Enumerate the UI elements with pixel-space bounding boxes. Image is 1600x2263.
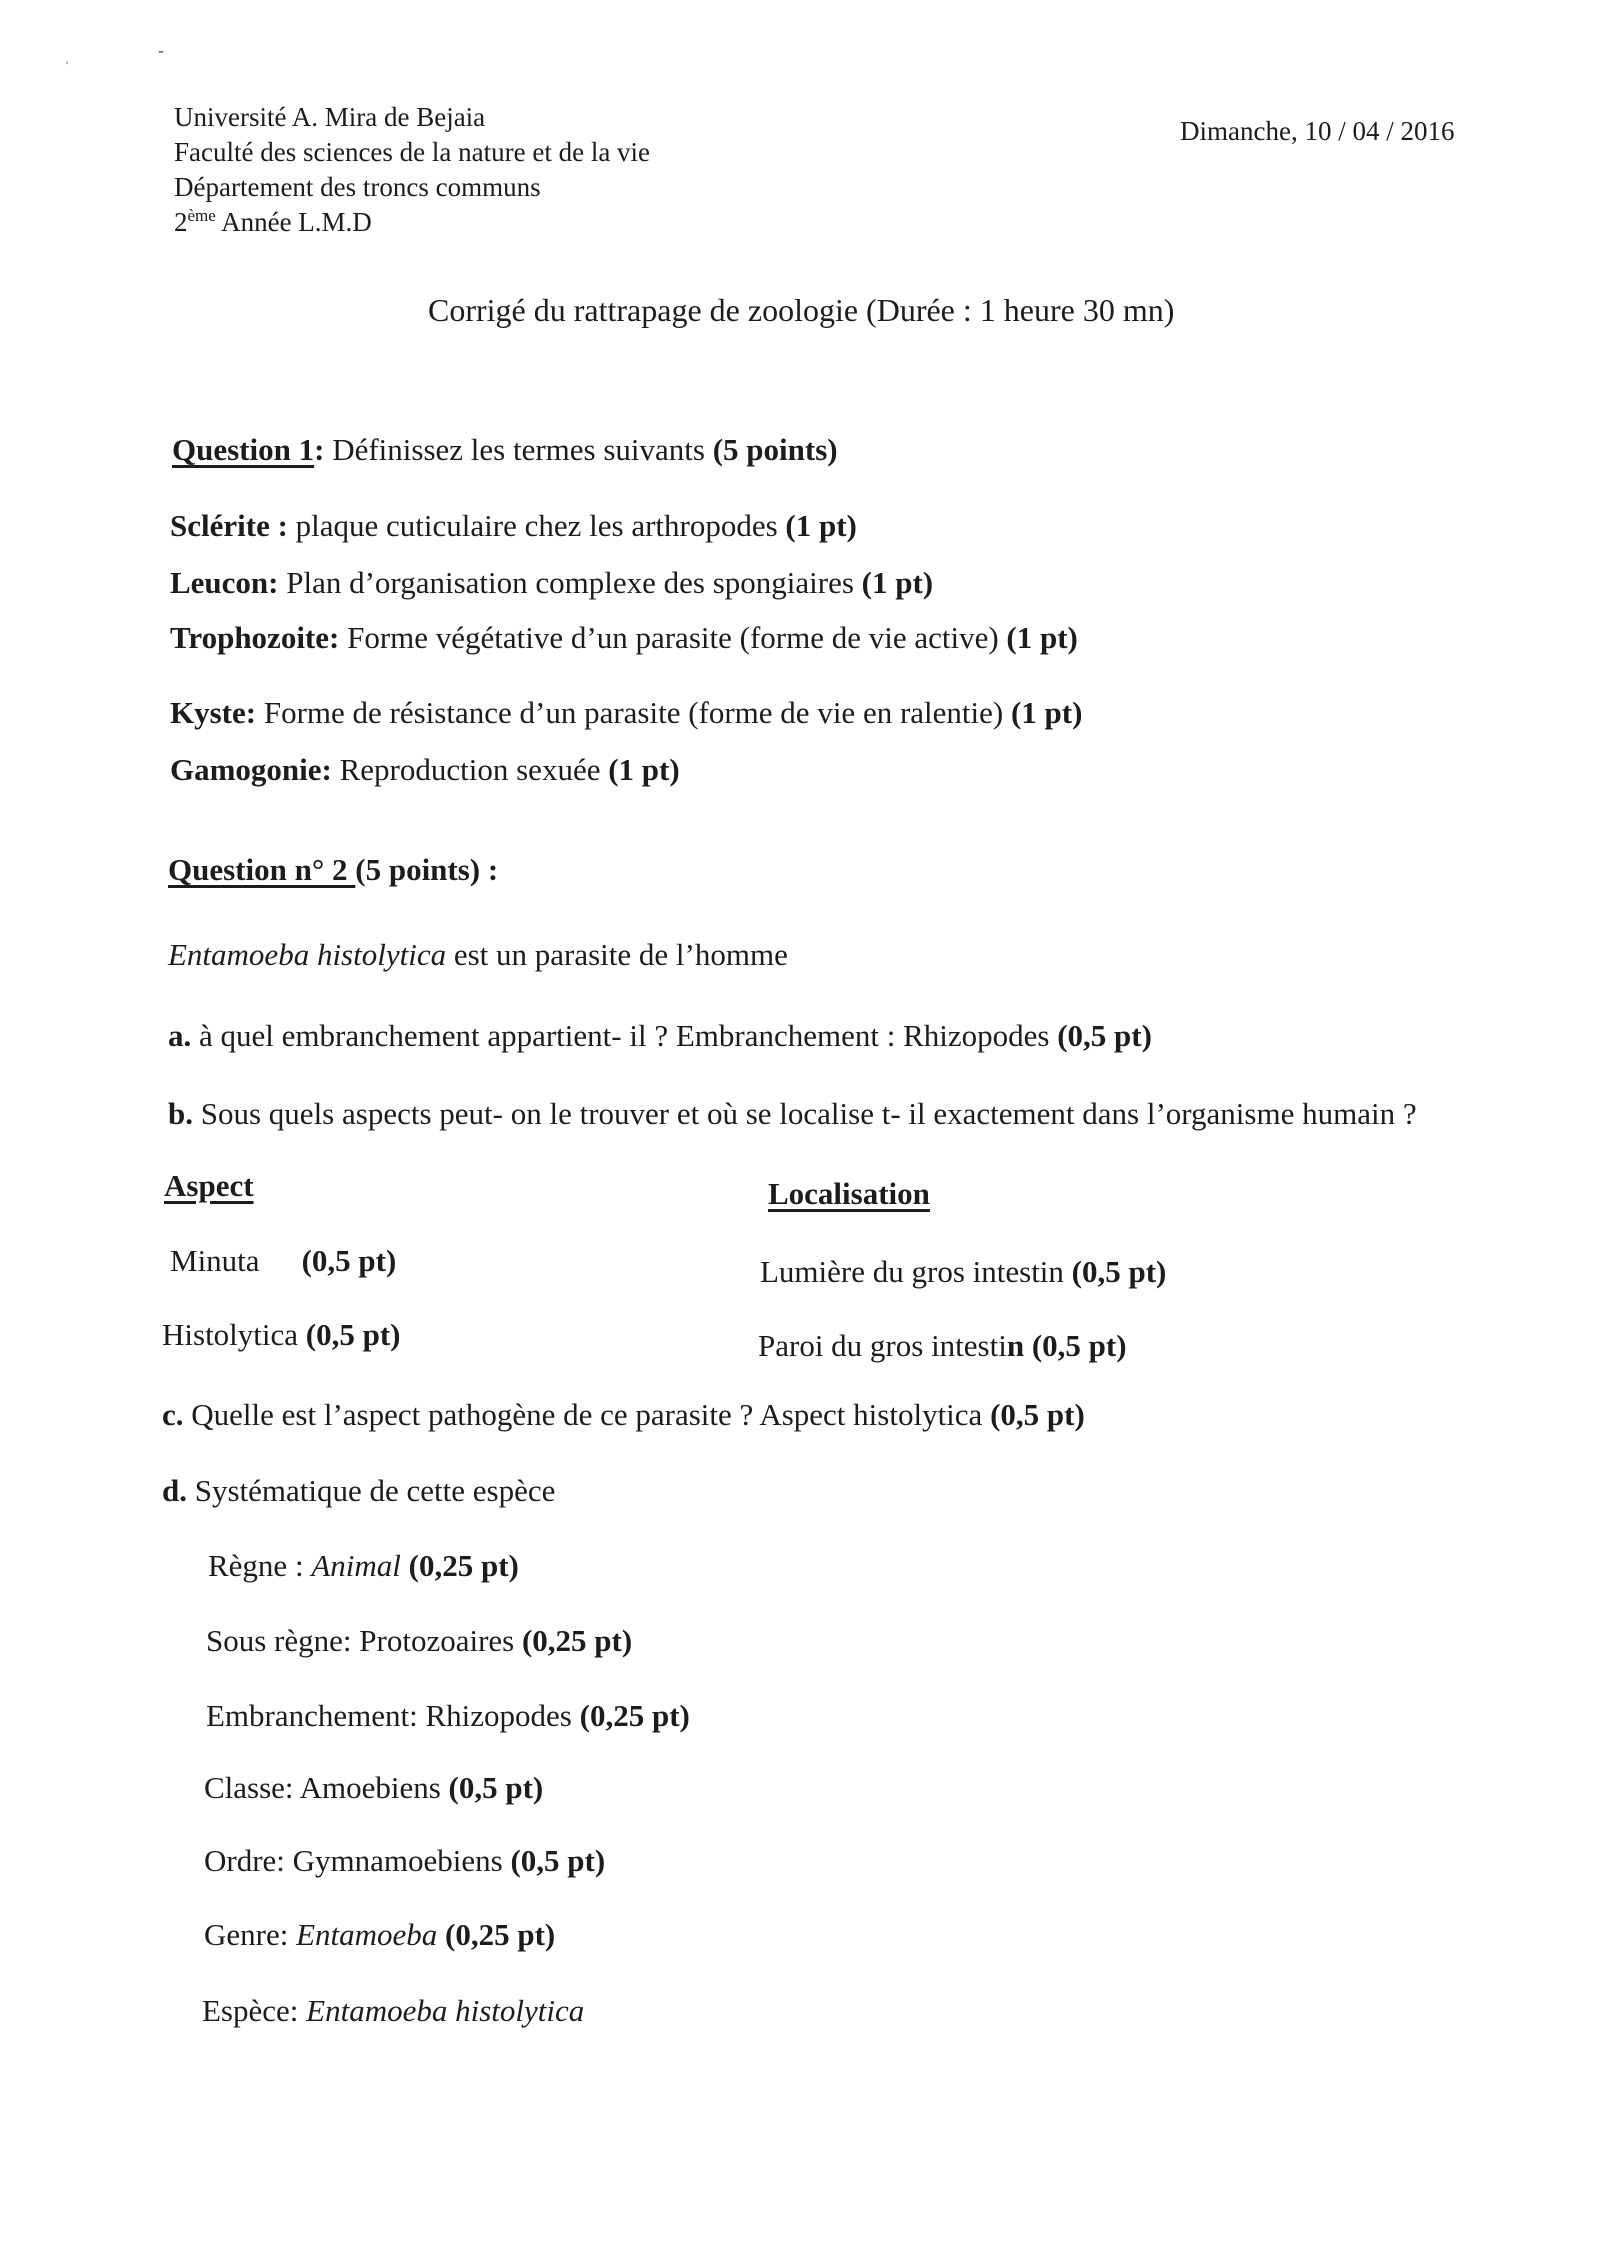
definition-item [170,695,1082,731]
definition-term: Trophozoite: [170,620,340,655]
systematics-row-sous-regne [206,1623,632,1659]
localisation-points: (0,5 pt) [1031,1328,1127,1363]
aspect-name: Histolytica [162,1317,306,1352]
year-prefix: 2 [174,207,188,237]
rank-label: Ordre: [204,1843,293,1878]
header-faculty: Faculté des sciences de la nature et de la vie [174,137,651,167]
rank-points: (0,5 pt) [448,1770,544,1805]
question-1-colon: : [314,432,325,467]
definition-points: (1 pt) [1010,695,1083,730]
definition-points: (1 pt) [608,752,680,787]
definition-term: Sclérite : [170,508,288,543]
aspect-points: (0,5 pt) [305,1317,401,1352]
rank-value: Entamoeba [296,1917,438,1952]
definition-text: Reproduction sexuée [331,752,609,787]
localisation-text: Lumière du gros intestin [760,1254,1072,1289]
column-header-localisation: Localisation [768,1176,930,1211]
rank-points: (0,25 pt) [408,1548,519,1583]
scan-speck: ' [66,58,69,72]
question-2c-letter: c. [162,1397,184,1432]
question-2c-points: (0,5 pt) [990,1397,1085,1432]
page-title: Corrigé du rattrapage de zoologie (Durée : 1 heure 30 mn) [428,292,1175,328]
systematics-row-embranchement [206,1698,690,1734]
question-2a-points: (0,5 pt) [1057,1018,1152,1053]
rank-label: Embranchement: [206,1698,426,1733]
rank-value: Entamoeba histolytica [306,1993,585,2028]
systematics-row-ordre [204,1843,605,1879]
definition-text: Forme végétative d’un parasite (forme de vie active) [339,620,1007,655]
question-2d-letter: d. [162,1473,187,1508]
definition-points: (1 pt) [861,565,934,600]
question-1-heading [172,432,838,468]
definition-points: (1 pt) [785,508,857,543]
header-year [174,205,372,240]
header-department: Département des troncs communs [174,172,541,202]
localisation-bold-tail: n [1006,1328,1025,1363]
question-2b-text: Sous quels aspects peut- on le trouver et où se localise t- il exactement dans l’organisme humain ? [193,1096,1417,1131]
aspect-cell [162,1317,401,1353]
definition-term: Kyste: [170,695,257,730]
header-date: Dimanche, 10 / 04 / 2016 [1180,116,1455,146]
question-2d [162,1473,555,1509]
rank-value: Protozoaires [359,1623,515,1658]
question-2b-letter: b. [168,1096,193,1131]
question-1-points: (5 points) [712,432,838,467]
question-2a [168,1018,1152,1054]
species-name: Entamoeba histolytica [168,937,447,972]
definition-text: plaque cuticulaire chez les arthropodes [287,508,786,543]
question-1-label: Question 1 [172,432,315,467]
question-2-label: Question n° 2 [168,852,356,887]
intro-text: est un parasite de l’homme [446,937,788,972]
column-header-aspect: Aspect [164,1168,254,1203]
definition-text: Plan d’organisation complexe des spongiaires [278,565,862,600]
definition-text: Forme de résistance d’un parasite (forme de vie en ralentie) [256,695,1011,730]
rank-points: (0,25 pt) [521,1623,633,1658]
systematics-row-espece [202,1993,584,2029]
year-suffix: Année L.M.D [215,207,372,237]
rank-value: Gymnamoebiens [292,1843,503,1878]
rank-value: Amoebiens [299,1770,441,1805]
rank-value: Animal [311,1548,401,1583]
definition-item [170,508,857,544]
question-2c-text: Quelle est l’aspect pathogène de ce parasite ? Aspect histolytica [183,1397,991,1432]
systematics-row-genre [204,1917,555,1953]
rank-label: Règne : [208,1548,312,1583]
question-2a-letter: a. [168,1018,192,1053]
rank-value: Rhizopodes [425,1698,572,1733]
question-2b [168,1096,1417,1132]
definition-item [170,565,933,601]
question-2c [162,1397,1085,1433]
localisation-points: (0,5 pt) [1071,1254,1167,1289]
aspect-points: (0,5 pt) [301,1243,397,1278]
localisation-cell [760,1254,1166,1290]
question-2-points: (5 points) : [355,852,499,887]
rank-label: Espèce: [202,1993,307,2028]
question-2-intro [168,937,788,973]
rank-label: Sous règne: [206,1623,360,1658]
question-2-heading [168,852,498,888]
rank-points: (0,5 pt) [510,1843,606,1878]
aspect-cell [170,1243,396,1279]
definition-item [170,752,680,788]
rank-points: (0,25 pt) [579,1698,690,1733]
aspect-name: Minuta [170,1243,260,1278]
localisation-text: Paroi du gros intesti [758,1328,1007,1363]
systematics-row-classe [204,1770,543,1806]
systematics-row-regne [208,1548,519,1584]
scan-speck: - [158,40,164,60]
question-2a-text: à quel embranchement appartient- il ? Embranchement : Rhizopodes [191,1018,1058,1053]
question-2d-text: Systématique de cette espèce [187,1473,556,1508]
definition-points: (1 pt) [1006,620,1078,655]
definition-term: Gamogonie: [170,752,332,787]
rank-label: Classe: [204,1770,300,1805]
question-1-instruction: Définissez les termes suivants [324,432,713,467]
rank-label: Genre: [204,1917,297,1952]
definition-item [170,620,1078,656]
localisation-cell [758,1328,1127,1364]
year-sup: ème [187,206,216,225]
header-university: Université A. Mira de Bejaia [174,102,486,132]
rank-points: (0,25 pt) [445,1917,556,1952]
definition-term: Leucon: [170,565,279,600]
